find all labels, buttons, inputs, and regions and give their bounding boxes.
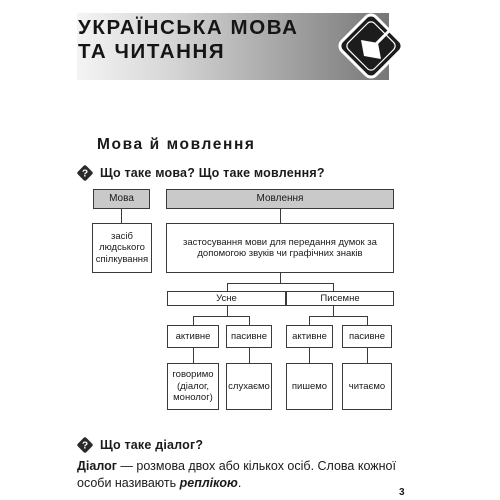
- dialog-term: Діалог: [77, 459, 117, 473]
- connector: [367, 348, 368, 363]
- connector: [193, 348, 194, 363]
- page-number: 3: [399, 487, 405, 498]
- dialog-definition-text: — розмова двох або кількох осіб. Слова кожної особи називають: [77, 459, 396, 490]
- connector: [309, 316, 367, 317]
- usne-active-box: активне: [167, 325, 219, 348]
- write-box: пишемо: [286, 363, 333, 410]
- question-text: Що таке мова? Що таке мовлення?: [100, 166, 325, 180]
- connector: [249, 348, 250, 363]
- mova-label-box: Мова: [93, 189, 150, 209]
- movlennia-label-box: Мовлення: [166, 189, 394, 209]
- pysmove-passive-box: пасивне: [342, 325, 392, 348]
- pysmove-active-box: активне: [286, 325, 333, 348]
- connector: [227, 283, 333, 284]
- svg-text:?: ?: [81, 168, 89, 180]
- usne-box: Усне: [167, 291, 286, 306]
- connector: [227, 306, 228, 316]
- replica-term: реплікою: [179, 476, 238, 490]
- chapter-title: [78, 16, 299, 64]
- read-box: читаємо: [342, 363, 392, 410]
- pen-icon: [332, 7, 410, 85]
- question-row: [76, 436, 203, 454]
- connector: [309, 316, 310, 325]
- connector: [227, 283, 228, 291]
- connector: [193, 316, 249, 317]
- chapter-title-line2: ТА ЧИТАННЯ: [78, 40, 226, 63]
- connector: [121, 209, 122, 223]
- connector: [280, 273, 281, 283]
- section-title: Мова й мовлення: [97, 136, 256, 153]
- question-text: Що таке діалог?: [100, 438, 204, 452]
- question-icon: [76, 436, 94, 454]
- question-row: [76, 164, 325, 182]
- dialog-definition-end: .: [237, 476, 242, 490]
- dialog-definition: [77, 458, 397, 492]
- listen-box: слухаємо: [226, 363, 272, 410]
- connector: [249, 316, 250, 325]
- usne-passive-box: пасивне: [226, 325, 272, 348]
- connector: [333, 283, 334, 291]
- speak-box: говоримо (діалог, монолог): [167, 363, 219, 410]
- connector: [193, 316, 194, 325]
- question-icon: [76, 164, 94, 182]
- pysmove-box: Писемне: [286, 291, 394, 306]
- connector: [280, 209, 281, 223]
- connector: [367, 316, 368, 325]
- svg-text:?: ?: [81, 440, 89, 452]
- movlennia-desc-box: застосування мови для передання думок за допомогою звуків чи графічних знаків: [166, 223, 394, 273]
- chapter-title-line1: УКРАЇНСЬКА МОВА: [78, 16, 299, 39]
- connector: [333, 306, 334, 316]
- mova-desc-box: засіб людського спілкування: [92, 223, 152, 273]
- connector: [309, 348, 310, 363]
